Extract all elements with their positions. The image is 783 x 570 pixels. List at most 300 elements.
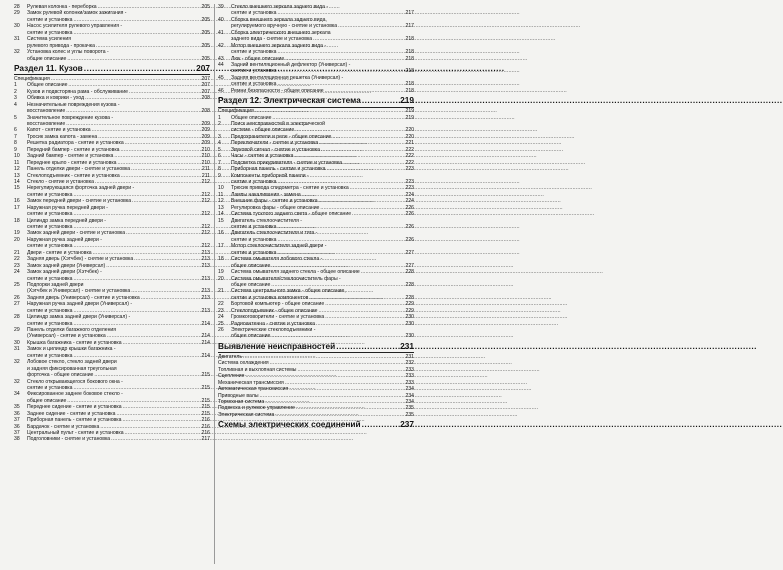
page-number: 205 xyxy=(201,4,210,10)
entry-title: Тросик замка капота - замена xyxy=(27,133,98,140)
page-number: 229 xyxy=(405,301,414,308)
entry-number: 7 xyxy=(14,133,17,140)
dot-leader xyxy=(338,23,404,29)
page-number: 215 xyxy=(201,384,210,391)
entry-title: Подвеска и рулевое управление xyxy=(218,405,295,412)
entry-title: восстановление xyxy=(27,121,66,127)
entry-title: Регулировка фары - общее описание xyxy=(231,204,320,211)
dot-leader xyxy=(275,412,404,418)
entry-title: Обивка и коврики - уход xyxy=(27,95,85,102)
dot-leader xyxy=(84,63,195,74)
page-number: 212 xyxy=(201,191,210,198)
page-number: 213 xyxy=(201,249,210,256)
entry-number: 32 xyxy=(14,49,20,56)
page-number: 208 xyxy=(201,108,210,115)
entry-title: снятие и установка xyxy=(231,49,277,56)
entry-number: 3 xyxy=(218,133,221,140)
entry-title: (Универсал) - снятие и установка xyxy=(27,333,106,340)
page-number: 211 xyxy=(201,166,210,173)
entry-title: Крышка багажника - снятие и установка xyxy=(27,339,122,346)
page-number: 207 xyxy=(201,82,210,89)
entry-number: 24 xyxy=(218,314,224,321)
entry-number: 4 xyxy=(218,140,221,147)
entry-title: Наружная ручка задней двери (Универсал) - xyxy=(27,301,133,308)
dot-leader xyxy=(141,295,201,301)
entry-title: Предохранители и реле - общее описание xyxy=(231,133,332,140)
page-number: 215 xyxy=(201,372,210,379)
page-number: 210 xyxy=(201,159,210,166)
entry-title: снятие и установка xyxy=(231,178,277,185)
entry-number: 41 xyxy=(218,29,224,36)
page-number: 237 xyxy=(400,419,414,430)
entry-number: 14 xyxy=(14,178,20,185)
entry-title: Задняя дверь (Универсал) - снятие и установка xyxy=(27,294,140,301)
page-number: 212 xyxy=(201,198,210,205)
entry-number: 44 xyxy=(218,61,224,68)
entry-number: 20 xyxy=(218,275,224,282)
entry-number: 14 xyxy=(218,211,224,218)
entry-number: 22 xyxy=(14,256,20,263)
entry-number: 11 xyxy=(218,191,224,198)
entry-title: Мотор стеклоочистителя задней двери - xyxy=(231,243,327,250)
dot-leader xyxy=(326,166,404,172)
entry-title: Автоматическая трансмиссия xyxy=(218,386,289,393)
entry-title: Система усиления xyxy=(27,36,72,43)
page-number: 222 xyxy=(405,146,414,153)
entry-title: общее описание xyxy=(231,281,271,288)
page-number: 227 xyxy=(405,262,414,269)
entry-number: 25 xyxy=(14,281,20,288)
page-number: 231 xyxy=(400,340,414,351)
entry-title: Общее описание xyxy=(27,82,68,89)
entry-number: 40 xyxy=(218,16,224,23)
page-number: 226 xyxy=(405,224,414,230)
entry-number: 11 xyxy=(14,159,20,166)
page-number: 235 xyxy=(405,411,414,418)
dot-leader xyxy=(362,95,399,106)
entry-title: Кузов и подвсторяна рама - обслуживание xyxy=(27,88,128,95)
entry-title: Компоненты приборной панели - xyxy=(231,172,309,179)
page-number: 232 xyxy=(405,360,414,367)
entry-number: 7 xyxy=(218,159,221,166)
entry-number: 10 xyxy=(14,153,20,160)
entry-number: 15 xyxy=(218,217,224,224)
entry-title: Замок задней двери (Хэтчбек) - xyxy=(27,269,102,276)
dot-leader xyxy=(132,198,200,204)
entry-title: Бортовой компьютер - общее описание xyxy=(231,301,325,308)
entry-title: Сборка внешнего зеркала заднего вида, xyxy=(231,16,327,23)
page-number: 217 xyxy=(201,436,210,443)
page-number: 212 xyxy=(201,178,210,185)
page-number: 215 xyxy=(201,410,210,417)
page-number: 214 xyxy=(201,320,210,327)
page-number: 223 xyxy=(405,178,414,185)
entry-number: 25 xyxy=(218,320,224,327)
entry-title: Система тусклого заднего света - общее описание xyxy=(231,211,352,218)
dot-leader xyxy=(336,341,399,352)
page-number: 218 xyxy=(405,49,414,56)
dot-leader xyxy=(96,43,201,49)
dot-leader xyxy=(325,88,405,94)
entry-title: Часы - снятие и установка xyxy=(231,153,294,160)
entry-title: Система омывателя/стеклоочиститель фары - xyxy=(231,275,341,282)
page-number: 207 xyxy=(201,88,210,95)
entry-number: 19 xyxy=(218,269,224,276)
page-number: 218 xyxy=(405,81,414,88)
entry-title: регулируемого вручную - снятие и установка xyxy=(231,23,338,30)
page-number: 207 xyxy=(196,62,210,73)
page-number: 209 xyxy=(201,133,210,140)
page-number: 213 xyxy=(201,288,210,295)
entry-number: 24 xyxy=(14,269,20,276)
entry-title: Замок и цилиндр крышки багажника - xyxy=(27,346,116,353)
section-title: Выявление неисправностей xyxy=(218,340,336,351)
entry-number: 28 xyxy=(14,314,20,321)
entry-number: 21 xyxy=(14,249,20,256)
dot-leader xyxy=(313,36,404,42)
entry-title: Нерегулирующаяся форточка задней двери - xyxy=(27,185,135,192)
page-number: 231 xyxy=(405,353,414,360)
page-number: 220 xyxy=(405,133,414,140)
entry-title: Приборная панель - снятие и установка xyxy=(27,417,122,424)
entry-number: 12 xyxy=(14,166,20,173)
toc-right-column xyxy=(218,4,414,430)
entry-number: 45 xyxy=(218,74,224,81)
entry-title: Задний вентиляционный дефлектор (Универсал) - xyxy=(231,61,351,68)
entry-title: Решетка радиатора - снятие и установка xyxy=(27,140,124,147)
entry-title: Установка колес и углы поворота - xyxy=(27,49,109,56)
page-number: 207 xyxy=(201,75,210,82)
entry-number: 1 xyxy=(218,114,221,121)
entry-number: 17 xyxy=(218,243,224,250)
entry-number: 9 xyxy=(218,172,221,179)
page-number: 223 xyxy=(405,166,414,173)
entry-title: снятие и установка xyxy=(27,307,73,314)
page-number: 215 xyxy=(201,397,210,404)
entry-number: 5 xyxy=(14,114,17,121)
page-number: 213 xyxy=(201,262,210,269)
entry-number: 18 xyxy=(218,256,224,263)
section-heading xyxy=(218,341,414,352)
entry-number: 5 xyxy=(218,146,221,153)
entry-title: Подпорки задней двери xyxy=(27,281,84,288)
entry-title: Поиск неисправностей в электрической xyxy=(231,121,325,127)
entry-title: снятие и установка xyxy=(231,10,277,17)
entry-title: Радиоантенна - снятие и установка xyxy=(231,320,315,327)
entry-title: рулевого привода - прокачка xyxy=(27,42,95,49)
entry-title: Подголовники - снятие и установка xyxy=(27,436,111,443)
entry-number: 30 xyxy=(14,23,20,30)
entry-number: 29 xyxy=(14,10,20,17)
entry-title: Переключатели - снятие и установка xyxy=(231,140,319,147)
entry-title: (Хэтчбек и Универсал) - снятие и установка xyxy=(27,288,131,295)
entry-title: Фиксированное заднее боковое стекло - xyxy=(27,391,123,398)
entry-title: Лобовое стекло, стекло задней двери xyxy=(27,359,117,366)
page-number: 224 xyxy=(405,191,414,198)
entry-title: и задняя фиксированная треугольная xyxy=(27,365,117,372)
entry-number: 13 xyxy=(218,204,224,211)
page-number: 235 xyxy=(405,405,414,412)
page-number: 220 xyxy=(405,127,414,134)
entry-title: снятие и установка xyxy=(231,68,277,75)
entry-number: 21 xyxy=(218,288,224,295)
page-number: 233 xyxy=(405,373,414,380)
page-number: 216 xyxy=(201,423,210,430)
entry-number: 37 xyxy=(14,430,20,436)
page-number: 222 xyxy=(405,153,414,160)
page-number: 223 xyxy=(405,185,414,192)
entry-number: 9 xyxy=(14,146,17,153)
entry-number: 6 xyxy=(14,127,17,134)
entry-title: Спецификация xyxy=(218,108,254,115)
page-number: 211 xyxy=(201,172,210,179)
entry-title: системе - общее описание xyxy=(231,127,295,134)
entry-title: Замок рулевой колонки/замок зажигания - xyxy=(27,10,127,17)
dot-leader xyxy=(352,211,404,217)
entry-title: Панель отделки багажного отделения xyxy=(27,327,116,333)
entry-title: Цилиндр замка задней двери (Универсал) - xyxy=(27,314,131,321)
page-number: 219 xyxy=(400,95,414,106)
page-number: 230 xyxy=(405,320,414,327)
page-number: 234 xyxy=(405,392,414,399)
dot-leader xyxy=(73,276,200,282)
entry-title: Рулевая колонка - переборка xyxy=(27,4,97,10)
entry-title: Система омывателя заднего стекла - общее описание xyxy=(231,269,360,276)
entry-title: снятие и установка xyxy=(27,275,73,282)
entry-title: Замок передней двери - снятие и установка xyxy=(27,198,132,205)
entry-title: снятие и установка xyxy=(231,249,277,256)
page-number: 214 xyxy=(201,339,210,346)
entry-number: 8 xyxy=(218,166,221,173)
page-number: 228 xyxy=(405,294,414,301)
entry-title: Насос усилителя рулевого управления - xyxy=(27,23,123,30)
entry-number: 16 xyxy=(218,230,224,237)
entry-title: Система охлаждения xyxy=(218,360,269,367)
dot-leader xyxy=(362,419,400,430)
entry-number: 4 xyxy=(14,101,17,108)
entry-number: 31 xyxy=(14,346,20,353)
entry-number: 22 xyxy=(218,301,224,308)
entry-title: Ремни безопасности - общее описание xyxy=(231,87,324,94)
entry-title: Внешние фары - снятие и установка xyxy=(231,198,318,205)
page-number: 212 xyxy=(201,243,210,250)
entry-title: Приборная панель - снятие и установка xyxy=(231,166,326,173)
dot-leader xyxy=(361,269,405,275)
entry-title: Трюсик привода спидометра - снятие и установка xyxy=(231,185,349,192)
entry-number: 31 xyxy=(14,36,20,43)
page-number: 218 xyxy=(405,36,414,43)
page-number: 205 xyxy=(201,55,210,62)
entry-number: 28 xyxy=(14,4,20,10)
toc-entry xyxy=(218,412,414,418)
entry-title: Капот - снятие и установка xyxy=(27,127,91,134)
entry-title: снятие и установка xyxy=(27,211,73,218)
entry-number: 32 xyxy=(14,378,20,385)
entry-number: 38 xyxy=(14,436,20,443)
entry-title: Лампы накаливания - замена xyxy=(231,191,301,198)
entry-number: 20 xyxy=(14,236,20,243)
entry-title: общие описание xyxy=(27,55,67,62)
entry-title: Общее описание xyxy=(231,114,272,121)
entry-title: Механическая трансмиссия xyxy=(218,379,284,386)
entry-title: Приводные валы xyxy=(218,392,259,399)
entry-number: 37 xyxy=(14,417,20,424)
entry-number: 2 xyxy=(14,88,17,95)
page-number: 216 xyxy=(201,417,210,424)
page-number: 227 xyxy=(405,249,414,256)
entry-number: 29 xyxy=(14,327,20,333)
entry-title: Задняя дверь (Хэтчбек) - снятие и установка xyxy=(27,256,134,263)
page-number: 219 xyxy=(405,114,414,121)
page-number: 218 xyxy=(405,87,414,94)
dot-leader xyxy=(73,30,200,36)
page-number: 210 xyxy=(201,146,210,153)
entry-number: 36 xyxy=(14,410,20,417)
entry-title: общее описание xyxy=(27,397,67,404)
dot-leader xyxy=(271,333,404,339)
entry-title: Электрические стеклоподъемники - xyxy=(231,327,316,333)
entry-number: 32 xyxy=(14,359,20,366)
entry-title: Подсветка прикуривателя - снятие и установка xyxy=(231,159,343,166)
page-number: 208 xyxy=(201,95,210,102)
entry-title: Наружная ручка задней двери - xyxy=(27,236,102,243)
dot-leader xyxy=(111,436,200,442)
entry-number: 27 xyxy=(14,301,20,308)
page-number: 233 xyxy=(405,366,414,373)
toc-entry xyxy=(218,333,414,339)
entry-number: 12 xyxy=(218,198,224,205)
entry-title: Тормозная система xyxy=(218,398,265,405)
entry-number: 23 xyxy=(218,307,224,314)
entry-title: снятие и установка xyxy=(27,16,73,23)
entry-title: снятие и установка xyxy=(27,29,73,36)
entry-title: снятие и установка xyxy=(231,224,277,230)
page-number: 228 xyxy=(405,281,414,288)
entry-number: 8 xyxy=(14,140,17,147)
entry-number: 1 xyxy=(14,82,17,89)
entry-title: Стекло внешнего зеркала заднего вида - xyxy=(231,4,329,10)
entry-title: Стекло - снятие и установка xyxy=(27,178,94,185)
page-number: 210 xyxy=(201,153,210,160)
entry-title: Центральный пульт - снятие и установка xyxy=(27,430,124,436)
entry-title: Стеклоподъемник - снятие и установка xyxy=(27,172,120,179)
entry-title: Замок задней двери - снятие и установка xyxy=(27,230,126,237)
entry-title: Звуковой сигнал - снятие и установка xyxy=(231,146,320,153)
entry-number: 46 xyxy=(218,87,224,94)
entry-number: 35 xyxy=(14,404,20,411)
entry-title: Бардачок - снятие и установка xyxy=(27,423,100,430)
entry-title: Система центрального замка - общее описание, xyxy=(231,288,346,295)
entry-title: снятие и установка xyxy=(27,320,73,327)
entry-title: Замок задней двери (Универсал) xyxy=(27,262,106,269)
page-number: 230 xyxy=(405,314,414,321)
entry-title: Двери - снятие и установка xyxy=(27,249,92,256)
page-number: 216 xyxy=(201,430,210,436)
entry-title: Топливная и выхлопная системы xyxy=(218,366,297,373)
page-number: 213 xyxy=(201,256,210,263)
entry-number: 42 xyxy=(218,42,224,49)
entry-title: Значительное повреждение кузова - xyxy=(27,114,114,121)
entry-number: 2 xyxy=(218,121,221,127)
entry-title: Люк - общее описание xyxy=(231,55,285,62)
entry-number: 18 xyxy=(14,217,20,224)
entry-title: Двигатель стеклоочистителя - xyxy=(231,217,302,224)
page-number: 224 xyxy=(405,198,414,205)
entry-title: Панель отделки двери - снятие и установка xyxy=(27,166,131,173)
entry-title: снятие и установка xyxy=(27,243,73,250)
page-number: 218 xyxy=(405,68,414,75)
page-number: 234 xyxy=(405,386,414,393)
entry-title: Наружная ручка передней двери - xyxy=(27,204,108,211)
entry-title: снятие и установка xyxy=(27,352,73,359)
toc-left-column xyxy=(14,4,210,443)
entry-number: 13 xyxy=(14,172,20,179)
page-number: 205 xyxy=(201,42,210,49)
entry-number: 3 xyxy=(14,95,17,102)
page-number: 205 xyxy=(201,16,210,23)
entry-number: 16 xyxy=(14,198,20,205)
dot-leader xyxy=(316,321,405,327)
entry-title: Стекло открывающегося бокового окна - xyxy=(27,378,123,385)
page-number: 219 xyxy=(405,108,414,115)
entry-number: 23 xyxy=(14,262,20,269)
page-number: 222 xyxy=(405,159,414,166)
page-number: 213 xyxy=(201,294,210,301)
entry-title: общее описание xyxy=(231,333,271,340)
entry-title: снятие и установка xyxy=(27,191,73,198)
entry-title: Система омывателя лобового стекла - xyxy=(231,256,323,263)
page-number: 209 xyxy=(201,140,210,147)
entry-title: Переднее сидение - снятие и установка xyxy=(27,404,122,411)
page-number: 212 xyxy=(201,224,210,230)
entry-number: 10 xyxy=(218,185,224,192)
entry-title: Сцепление xyxy=(218,373,245,380)
entry-number: 43 xyxy=(218,55,224,62)
entry-title: Громкоговорители - снятие и установка xyxy=(231,314,325,321)
entry-number: 36 xyxy=(14,423,20,430)
section-title: Схемы электрических соединений xyxy=(218,419,361,430)
dot-leader xyxy=(126,230,200,236)
entry-title: Заднее сидение - снятие и установка xyxy=(27,410,116,417)
entry-title: снятие и установка компонентов xyxy=(231,294,309,301)
entry-title: Спецификация xyxy=(14,75,50,82)
page-number: 226 xyxy=(405,211,414,218)
toc-entry xyxy=(14,56,210,62)
page-number: 213 xyxy=(201,275,210,282)
section-title: Раздел 12. Электрическая система xyxy=(218,95,361,106)
section-heading xyxy=(218,419,414,430)
entry-number: 17 xyxy=(14,204,20,211)
page-number: 205 xyxy=(201,29,210,36)
page-number: 212 xyxy=(201,211,210,218)
entry-title: Мотор внешнего зеркала заднего вида - xyxy=(231,42,327,49)
dot-leader xyxy=(67,56,200,62)
entry-number: 26 xyxy=(14,294,20,301)
entry-title: Передний бампер - снятие и установка xyxy=(27,146,120,153)
page-number: 217 xyxy=(405,23,414,30)
section-heading xyxy=(14,63,210,74)
entry-title: Незначительные повреждения кузова - xyxy=(27,101,120,108)
entry-title: Электрическая система xyxy=(218,411,275,418)
page-number: 234 xyxy=(405,398,414,405)
entry-title: общее описание xyxy=(231,262,271,269)
dot-leader xyxy=(106,263,200,269)
entry-title: заднего вида - снятие и установка xyxy=(231,36,313,43)
entry-number: 26 xyxy=(218,327,224,333)
entry-title: Задняя вентиляционная решетка (Универсал) - xyxy=(231,74,344,81)
entry-title: Двигатель стеклоочистителя и тяга - xyxy=(231,230,318,237)
entry-title: Цилиндр замка передней двери - xyxy=(27,217,106,224)
